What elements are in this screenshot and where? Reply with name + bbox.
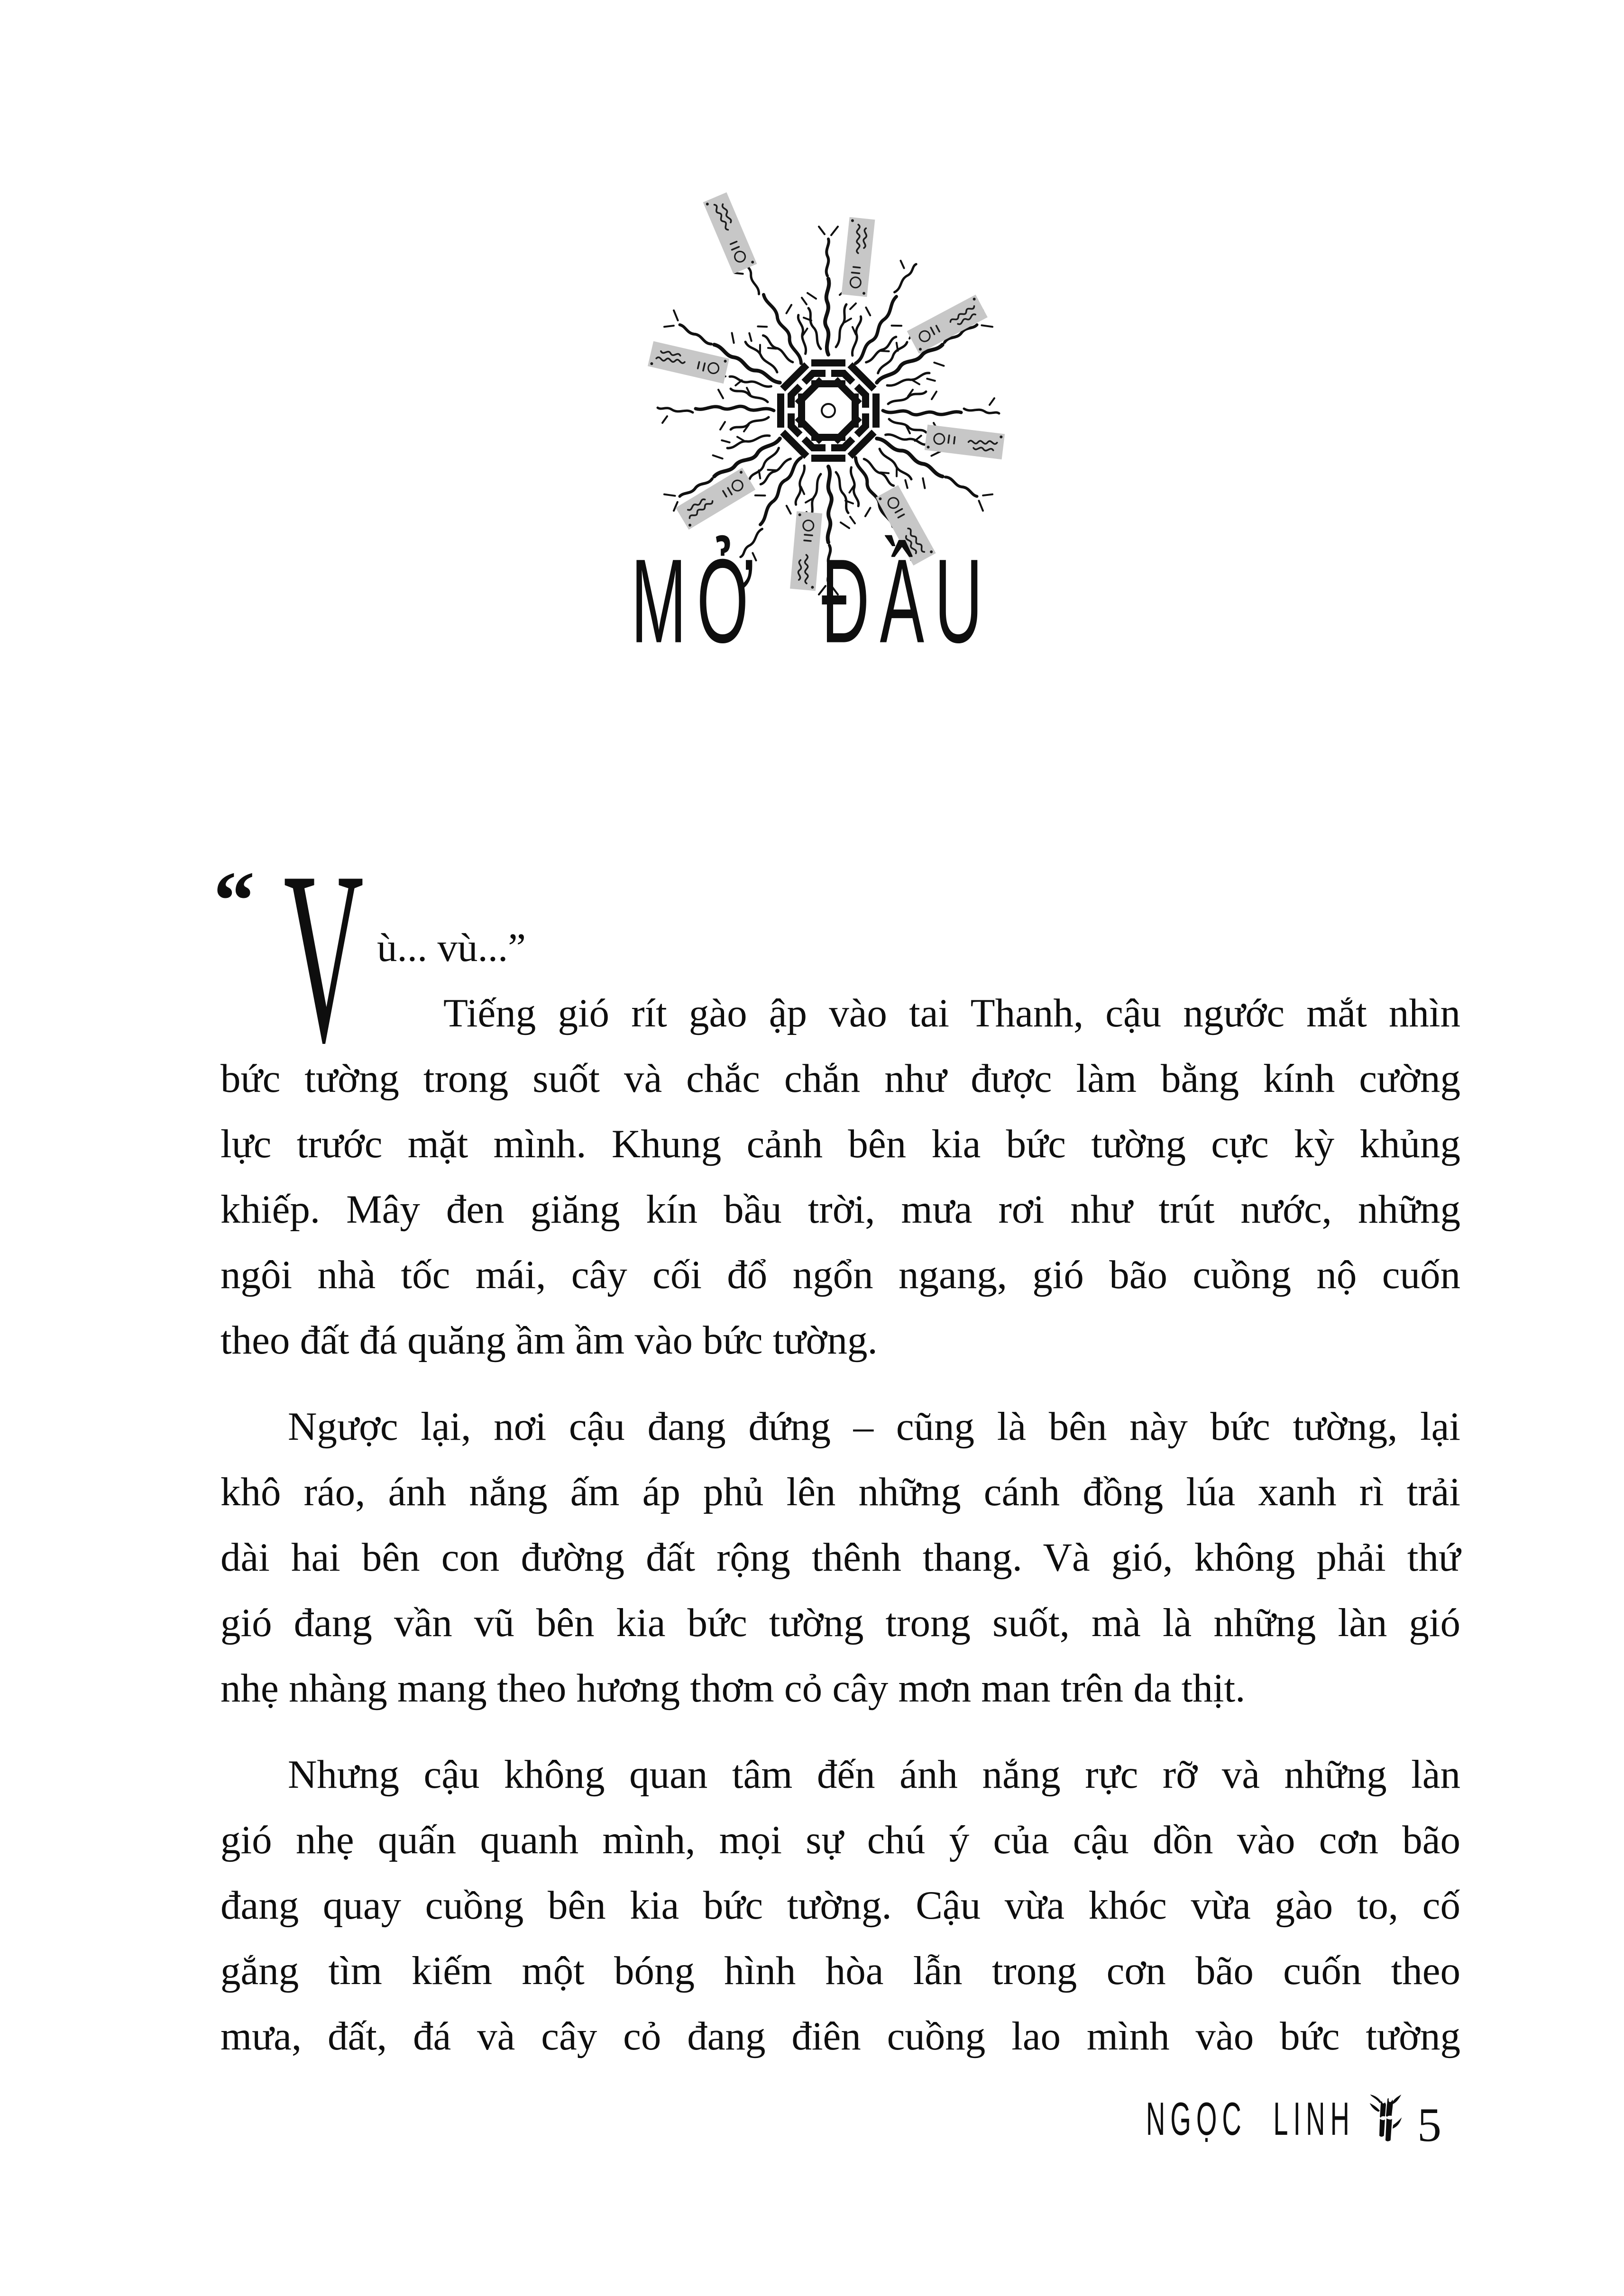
drop-cap-letter: V (284, 821, 364, 1094)
text-line: ù... vù...” (377, 925, 526, 970)
text-line: mưa, đất, đá và cây cỏ đang điên cuồng lao mình vào bức tường (220, 2014, 1460, 2058)
text-line: nhẹ nhàng mang theo hương thơm cỏ cây mơn man trên da thịt. (220, 1666, 1246, 1711)
paragraph (220, 915, 1460, 1373)
chapter-title (0, 534, 1624, 703)
text-line: Nhưng cậu không quan tâm đến ánh nắng rực rỡ và những làn (288, 1752, 1460, 1797)
text-line: gió đang vần vũ bên kia bức tường trong suốt, mà là những làn gió (220, 1601, 1460, 1645)
text-line: gắng tìm kiếm một bóng hình hòa lẫn trong cơn bão cuốn theo (220, 1948, 1460, 1993)
text-line: dài hai bên con đường đất rộng thênh thang. Và gió, không phải thứ (220, 1535, 1460, 1580)
page-number: 5 (1417, 2098, 1441, 2152)
bamboo-icon (1369, 2095, 1403, 2150)
chapter-title-text: MỞ ĐẦU (631, 534, 993, 668)
page-footer (1146, 2092, 1441, 2152)
text-line: Ngược lại, nơi cậu đang đứng – cũng là bên này bức tường, lại (288, 1404, 1460, 1449)
text-line: đang quay cuồng bên kia bức tường. Cậu vừa khóc vừa gào to, cố (220, 1883, 1460, 1928)
paragraph (220, 1394, 1460, 1721)
body-text (220, 915, 1460, 2090)
open-quote: “ (213, 854, 248, 946)
text-line: theo đất đá quăng ầm ầm vào bức tường. (220, 1318, 878, 1363)
author-name: NGỌC LINH (1146, 2092, 1355, 2145)
text-line: lực trước mặt mình. Khung cảnh bên kia bức tường cực kỳ khủng (220, 1122, 1460, 1166)
paragraph (220, 1742, 1460, 2069)
text-line: bức tường trong suốt và chắc chắn như được làm bằng kính cường (220, 1056, 1460, 1101)
text-line: ngôi nhà tốc mái, cây cối đổ ngổn ngang, gió bão cuồng nộ cuốn (220, 1253, 1460, 1297)
text-line: gió nhẹ quấn quanh mình, mọi sự chú ý của cậu dồn vào cơn bão (220, 1818, 1460, 1862)
text-line: khô ráo, ánh nắng ấm áp phủ lên những cánh đồng lúa xanh rì trải (220, 1470, 1460, 1514)
text-line: Tiếng gió rít gào ập vào tai Thanh, cậu ngước mắt nhìn (443, 991, 1460, 1035)
text-line: khiếp. Mây đen giăng kín bầu trời, mưa rơi như trút nước, những (220, 1187, 1460, 1232)
